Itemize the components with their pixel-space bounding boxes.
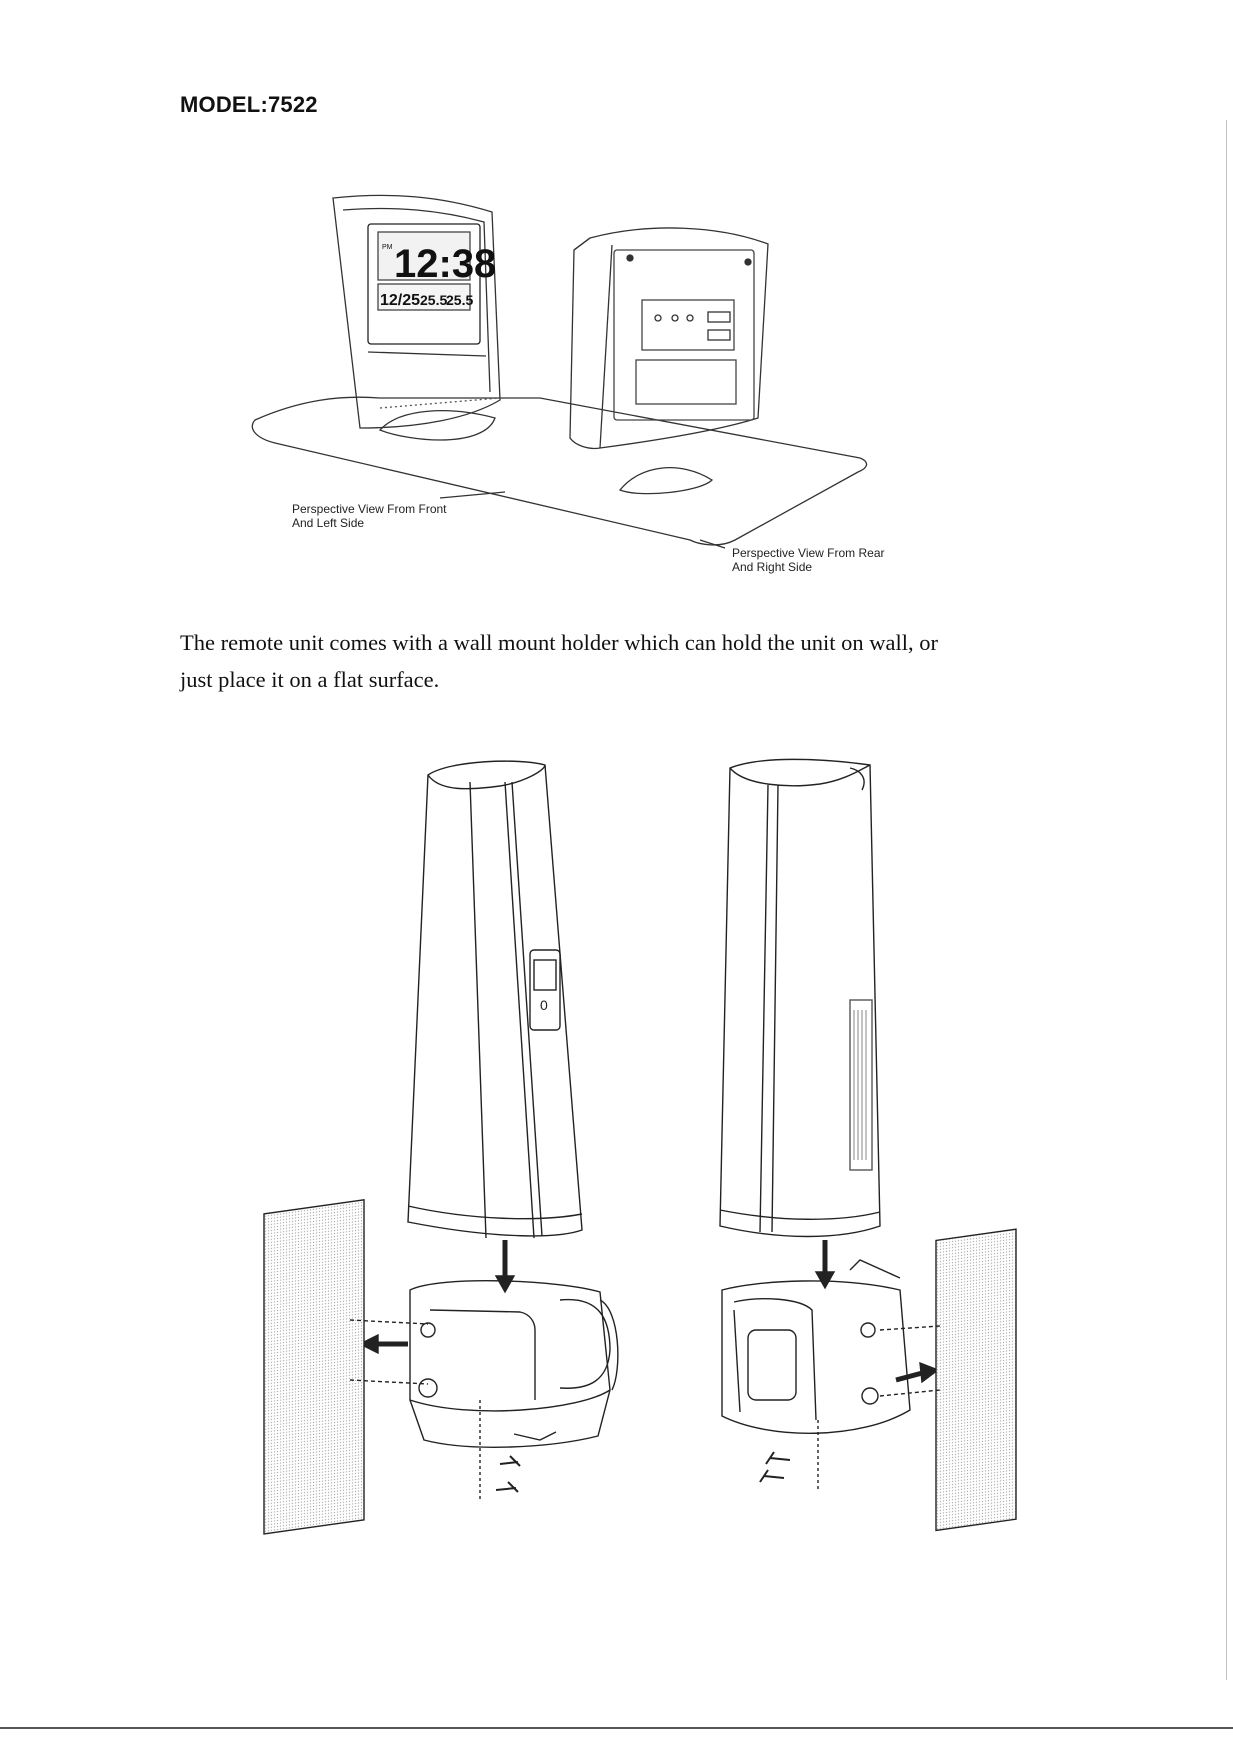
- caption-front-line2: And Left Side: [292, 516, 365, 530]
- right-screw-2: [760, 1470, 784, 1482]
- clock-pm-indicator: PM: [382, 244, 393, 251]
- clock-time: 12:38: [394, 242, 497, 286]
- paragraph-line-1: The remote unit comes with a wall mount holder which can hold the unit on wall, or: [180, 630, 938, 655]
- left-screw-2: [496, 1482, 518, 1492]
- paragraph-line-2: just place it on a flat surface.: [180, 667, 440, 692]
- right-wall-plate: [936, 1229, 1016, 1530]
- caption-rear-line1: Perspective View From Rear: [732, 546, 885, 560]
- right-remote-label: [850, 1000, 872, 1170]
- left-remote-display-digit: 0: [540, 997, 548, 1013]
- clock-temp-out: 25.5: [446, 292, 474, 308]
- left-screw-1: [500, 1456, 520, 1466]
- clock-date: 12/25: [380, 292, 421, 309]
- caption-front-line1: Perspective View From Front: [292, 502, 447, 516]
- right-remote-body: [720, 759, 880, 1236]
- model-title: MODEL:7522: [180, 92, 318, 117]
- left-remote-body: [408, 761, 582, 1236]
- left-wall-plate: [264, 1200, 364, 1534]
- right-screw-1: [766, 1452, 790, 1464]
- clock-temp-in: 25.5: [420, 292, 448, 308]
- caption-rear-line2: And Right Side: [732, 560, 813, 574]
